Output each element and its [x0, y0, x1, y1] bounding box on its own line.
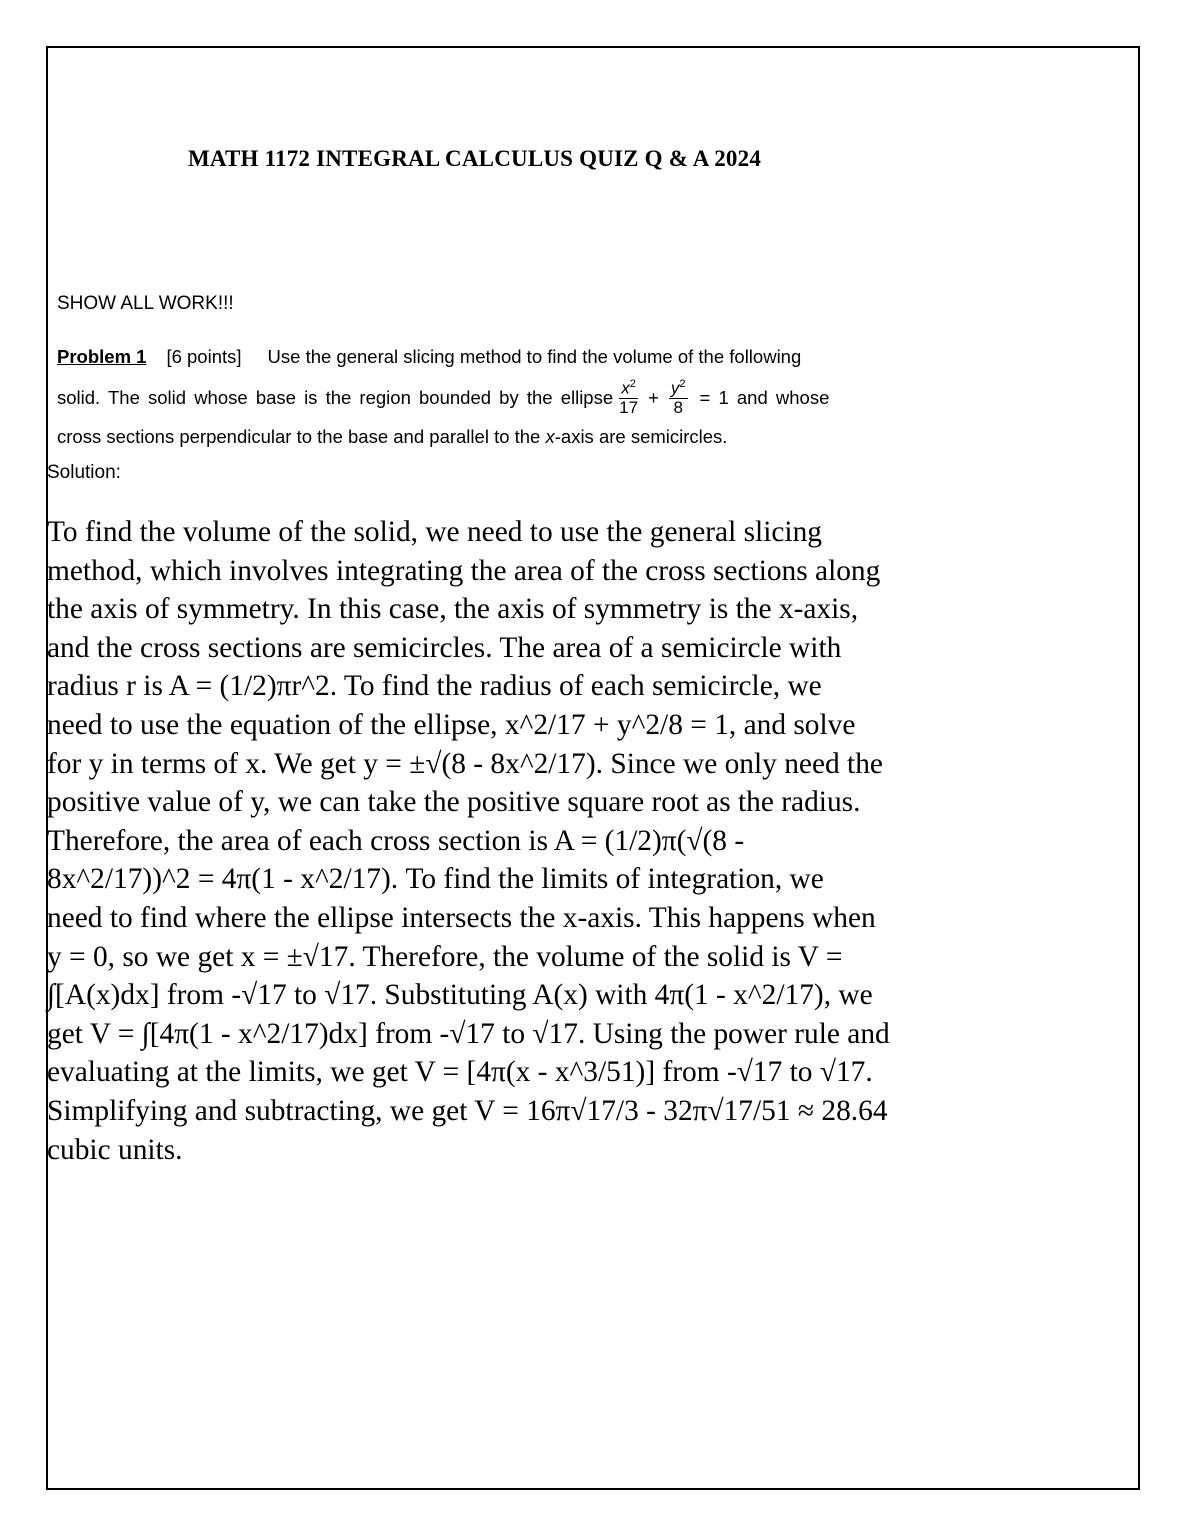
problem-text-line-2-suffix: = 1 and whose: [699, 387, 830, 408]
solution-line: To find the volume of the solid, we need to use the general slicing: [47, 516, 822, 548]
solution-line: radius r is A = (1/2)πr^2. To find the radius of each semicircle, we: [47, 670, 822, 703]
solution-line: y = 0, so we get x = ±√17. Therefore, the volume of the solid is V =: [47, 940, 843, 973]
problem-line-3: [57, 426, 977, 450]
problem-line-2: [57, 372, 977, 424]
document-title: MATH 1172 INTEGRAL CALCULUS QUIZ Q & A 2024: [188, 146, 762, 171]
problem-points: [6 points]: [166, 346, 242, 367]
solution-line: 8x^2/17))^2 = 4π(1 - x^2/17). To find the limits of integration, we: [47, 863, 824, 896]
solution-line: cubic units.: [47, 1133, 183, 1166]
fraction-denominator: 8: [673, 398, 683, 418]
problem-statement: [57, 346, 977, 450]
solution-line: positive value of y, we can take the positive square root as the radius.: [47, 786, 861, 819]
solution-label: Solution:: [47, 462, 121, 483]
solution-line: need to find where the ellipse intersects the x-axis. This happens when: [47, 901, 876, 934]
solution-body: [47, 513, 1047, 1169]
solution-line: Simplifying and subtracting, we get V = 16π√17/3 - 32π√17/51 ≈ 28.64: [47, 1094, 888, 1127]
solution-line: evaluating at the limits, we get V = [4π(x - x^3/51)] from -√17 to √17.: [47, 1056, 873, 1089]
solution-line: method, which involves integrating the area of the cross sections along: [47, 554, 881, 587]
fraction-x-squared-over-17: [619, 378, 638, 418]
fraction-numerator: $y^2$: [670, 377, 686, 398]
fraction-y-squared-over-8: [669, 378, 688, 418]
solution-line: need to use the equation of the ellipse, x^2/17 + y^2/8 = 1, and solve: [47, 708, 856, 741]
solution-line: for y in terms of x. We get y = ±√(8 - 8x^2/17). Since we only need the: [47, 747, 883, 780]
x-variable: x: [545, 426, 555, 447]
solution-line: get V = ∫[4π(1 - x^2/17)dx] from -√17 to √17. Using the power rule and: [47, 1017, 890, 1050]
problem-text-line-3-suffix: -axis are semicircles.: [554, 426, 728, 447]
solution-line: and the cross sections are semicircles. The area of a semicircle with: [47, 631, 842, 664]
problem-text-line-3-prefix: cross sections perpendicular to the base and parallel to the: [57, 426, 546, 447]
solution-line: ∫[A(x)dx] from -√17 to √17. Substituting A(x) with 4π(1 - x^2/17), we: [47, 979, 873, 1012]
fraction-denominator: 17: [619, 398, 639, 418]
solution-line: the axis of symmetry. In this case, the axis of symmetry is the x-axis,: [47, 593, 859, 626]
problem-line-1: [57, 346, 977, 370]
problem-text-line-2-prefix: solid. The solid whose base is the region bounded by the ellipse: [57, 387, 614, 408]
plus-sign: +: [648, 387, 659, 408]
solution-line: Therefore, the area of each cross section is A = (1/2)π(√(8 -: [47, 824, 745, 857]
problem-label: Problem 1: [57, 346, 147, 367]
instruction-text: SHOW ALL WORK!!!: [57, 293, 234, 314]
fraction-numerator: $x^2$: [621, 377, 636, 398]
problem-text-line-1: Use the general slicing method to find the volume of the following: [267, 346, 802, 367]
